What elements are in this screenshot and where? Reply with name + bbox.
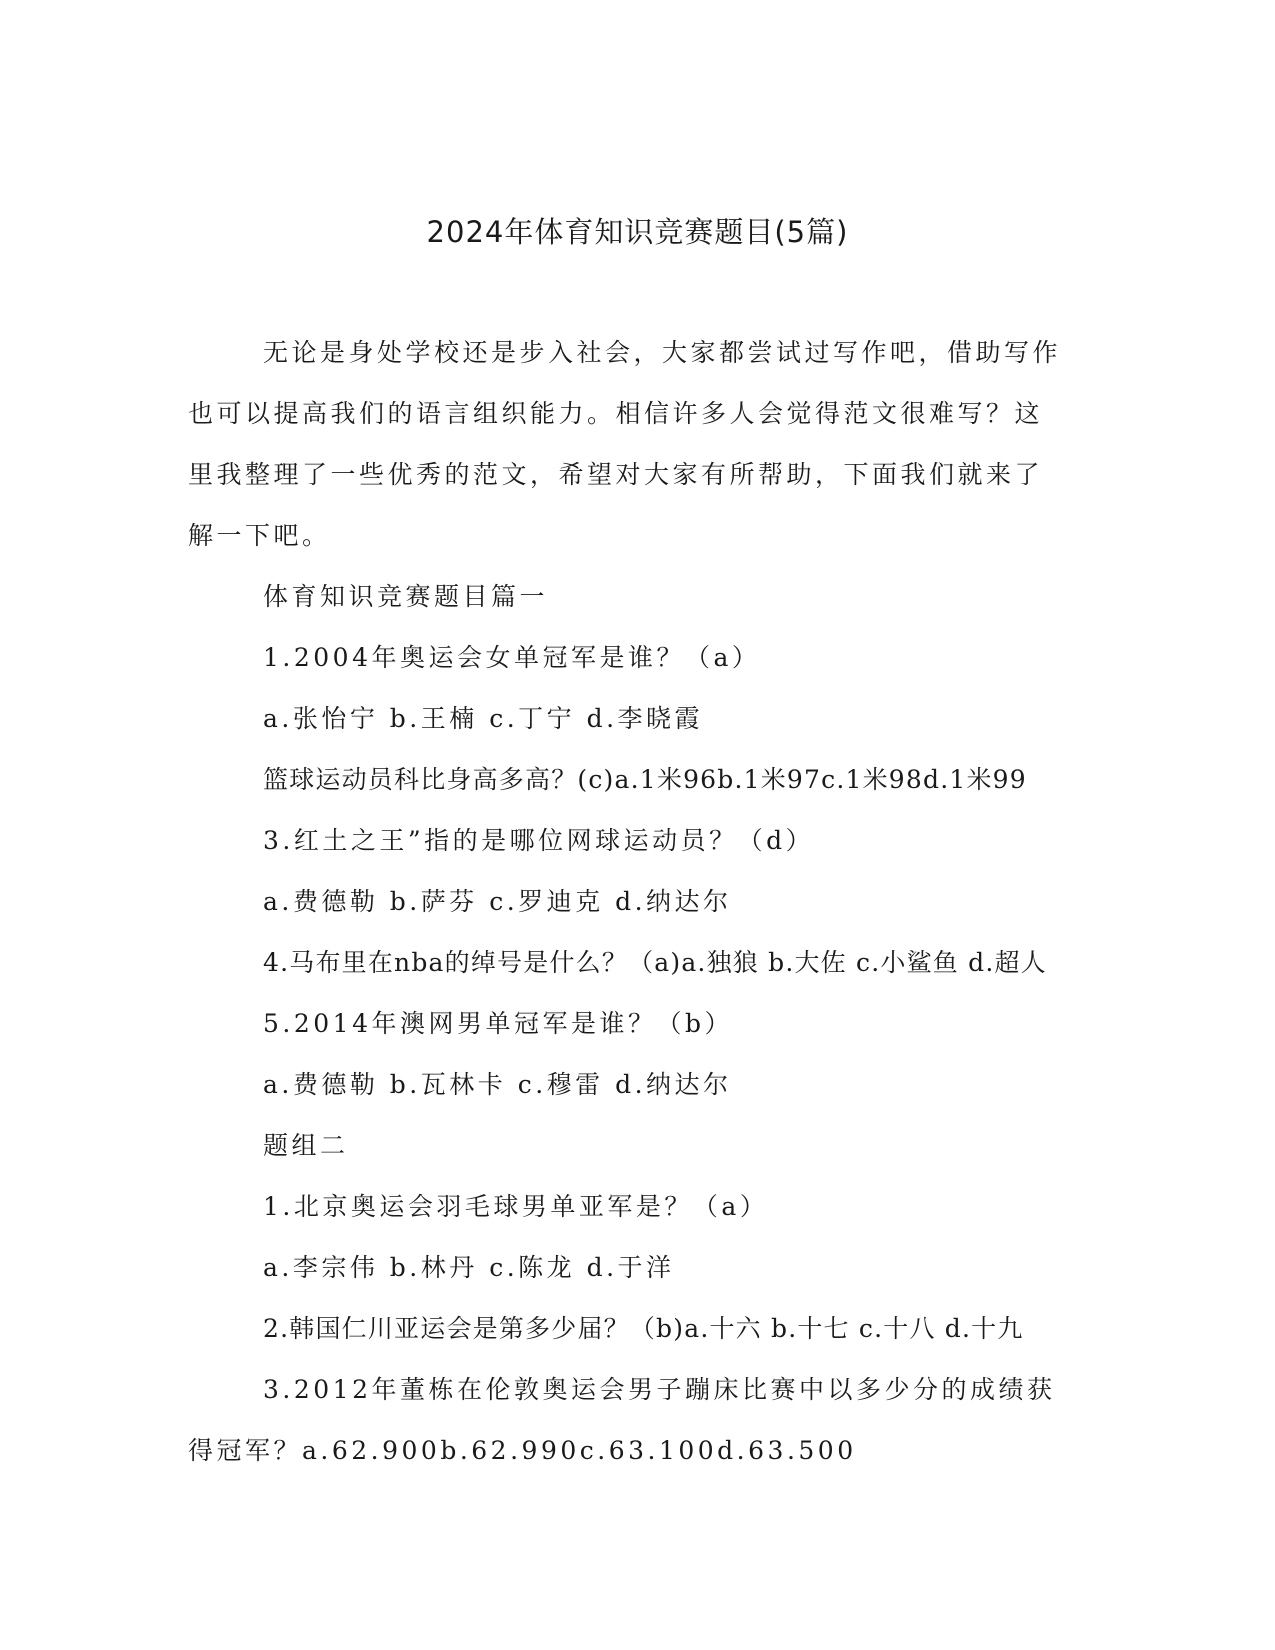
section-one-question-5-options: a.费德勒 b.瓦林卡 c.穆雷 d.纳达尔	[263, 1070, 732, 1099]
section-one-question-5: 5.2014年澳网男单冠军是谁？（b）	[263, 1009, 733, 1038]
section-two-heading: 题组二	[263, 1131, 349, 1160]
document-title: 2024年体育知识竞赛题目(5篇)	[426, 215, 849, 249]
section-two-question-2: 2.韩国仁川亚运会是第多少届？（b)a.十六 b.十七 c.十八 d.十九	[263, 1314, 1024, 1343]
section-one-question-3-options: a.费德勒 b.萨芬 c.罗迪克 d.纳达尔	[263, 887, 732, 916]
section-one-question-1: 1.2004年奥运会女单冠军是谁？（a）	[263, 643, 761, 672]
section-two-question-3: 3.2012年董栋在伦敦奥运会男子蹦床比赛中以多少分的成绩获得冠军？a.62.900b.62.990c.63.100d.63.500	[188, 1375, 1056, 1465]
section-two-question-1-options: a.李宗伟 b.林丹 c.陈龙 d.于洋	[263, 1253, 675, 1282]
section-one-question-2: 篮球运动员科比身高多高？(c)a.1米96b.1米97c.1米98d.1米99	[263, 765, 1027, 794]
section-one-question-4: 4.马布里在nba的绰号是什么？（a)a.独狼 b.大佐 c.小鲨鱼 d.超人	[263, 948, 1047, 977]
section-one-question-1-options: a.张怡宁 b.王楠 c.丁宁 d.李晓霞	[263, 704, 704, 733]
section-one-question-3: 3.红土之王”指的是哪位网球运动员？（d）	[263, 826, 815, 855]
section-two-question-1: 1.北京奥运会羽毛球男单亚军是？（a）	[263, 1192, 769, 1221]
intro-paragraph: 无论是身处学校还是步入社会，大家都尝试过写作吧，借助写作也可以提高我们的语言组织能力。相信许多人会觉得范文很难写？这里我整理了一些优秀的范文，希望对大家有所帮助，下面我们就来了解一下吧。	[188, 338, 1062, 550]
section-one-heading: 体育知识竞赛题目篇一	[263, 582, 549, 611]
document-body	[188, 322, 1068, 1481]
